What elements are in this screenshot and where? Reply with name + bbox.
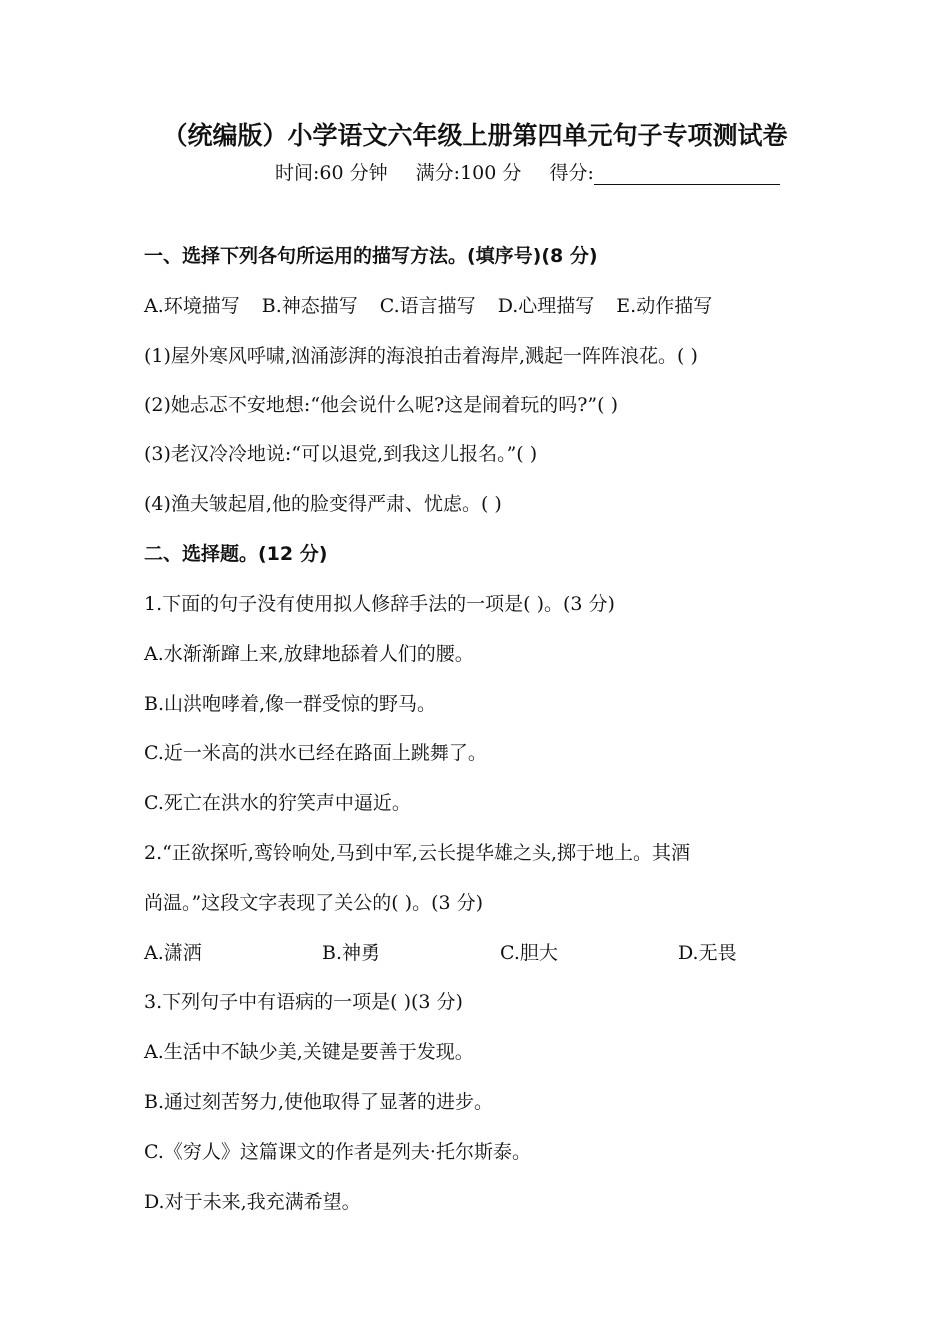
exam-title: （统编版）小学语文六年级上册第四单元句子专项测试卷 — [162, 121, 788, 150]
exam-meta — [275, 158, 780, 185]
option-d: D.心理描写 — [497, 295, 595, 317]
question-stem: 1.下面的句子没有使用拟人修辞手法的一项是( )。(3 分) — [144, 593, 615, 615]
score-label: 得分: — [549, 162, 594, 184]
answer-option-row — [144, 940, 856, 966]
question-stem: 3.下列句子中有语病的一项是( )(3 分) — [144, 991, 463, 1013]
question-stem: 2.“正欲探听,鸾铃响处,马到中军,云长提华雄之头,掷于地上。其酒 — [144, 842, 691, 864]
answer-option: D.无畏 — [678, 942, 737, 964]
option-c: C.语言描写 — [379, 295, 476, 317]
question-item: (2)她忐忑不安地想:“他会说什么呢?这是闹着玩的吗?”( ) — [144, 394, 618, 416]
score-blank[interactable] — [594, 164, 780, 185]
answer-option: C.胆大 — [500, 942, 558, 964]
answer-option: C.《穷人》这篇课文的作者是列夫·托尔斯泰。 — [144, 1141, 531, 1163]
question-stem-continued: 尚温。”这段文字表现了关公的( )。(3 分) — [144, 892, 484, 914]
question-item: (4)渔夫皱起眉,他的脸变得严肃、忧虑。( ) — [144, 493, 502, 515]
answer-option: A.生活中不缺少美,关键是要善于发现。 — [144, 1041, 474, 1063]
full-score: 满分:100 分 — [415, 162, 522, 184]
option-b: B.神态描写 — [261, 295, 358, 317]
answer-option: C.近一米高的洪水已经在路面上跳舞了。 — [144, 742, 487, 764]
answer-option: D.对于未来,我充满希望。 — [144, 1191, 361, 1213]
question-item: (3)老汉冷冷地说:“可以退党,到我这儿报名。”( ) — [144, 443, 538, 465]
answer-option: B.山洪咆哮着,像一群受惊的野马。 — [144, 693, 437, 715]
section-heading-1: 一、选择下列各句所运用的描写方法。(填序号)(8 分) — [144, 245, 598, 267]
option-a: A.环境描写 — [144, 295, 240, 317]
question-item: (1)屋外寒风呼啸,汹涌澎湃的海浪拍击着海岸,溅起一阵阵浪花。( ) — [144, 345, 698, 367]
answer-option: A.潇洒 — [144, 942, 202, 964]
option-list — [144, 293, 734, 319]
answer-option: B.神勇 — [322, 942, 381, 964]
section-heading-2: 二、选择题。(12 分) — [144, 543, 328, 565]
option-e: E.动作描写 — [616, 295, 713, 317]
answer-option: C.死亡在洪水的狞笑声中逼近。 — [144, 792, 411, 814]
answer-option: B.通过刻苦努力,使他取得了显著的进步。 — [144, 1091, 494, 1113]
time-limit: 时间:60 分钟 — [275, 162, 388, 184]
answer-option: A.水渐渐蹿上来,放肆地舔着人们的腰。 — [144, 643, 474, 665]
